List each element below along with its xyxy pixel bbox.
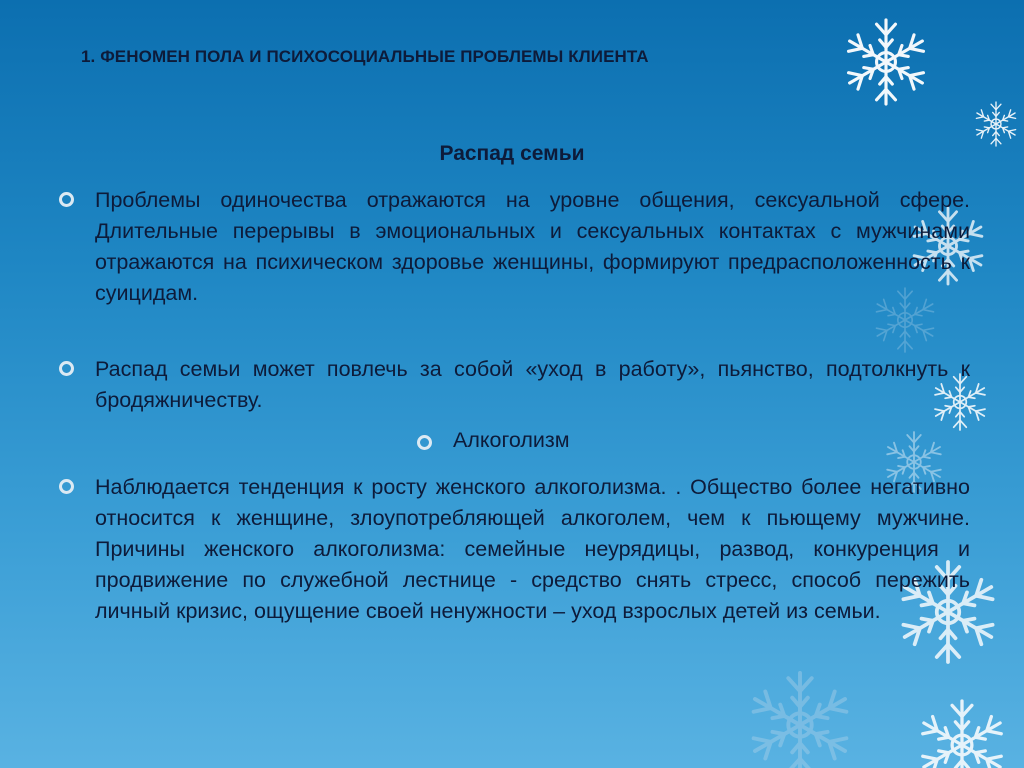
bullet-loneliness: Проблемы одиночества отражаются на уровне общения, сексуальной сфере. Длительные перерывы в эмоциональных и сексуальных контактах с мужчинами отражаются на психическом здоровье женщины, формируют предрасположенность к суицидам. (95, 188, 970, 305)
ring-bullet-icon (59, 361, 74, 376)
section-heading-alcoholism: Алкоголизм (453, 428, 570, 452)
snowflake-icon (919, 701, 1005, 768)
bullet-family-breakdown: Распад семьи может повлечь за собой «уход в работу», пьянство, подтолкнуть к бродяжничеству. (95, 357, 970, 412)
snowflake-icon (749, 673, 851, 768)
ring-bullet-icon (59, 192, 74, 207)
ring-bullet-icon (417, 435, 432, 450)
section-heading-family: Распад семьи (439, 142, 585, 165)
snowflake-icon (845, 20, 927, 104)
ring-bullet-icon (59, 479, 74, 494)
snowflake-icon (974, 102, 1017, 146)
slide-title: 1. ФЕНОМЕН ПОЛА И ПСИХОСОЦИАЛЬНЫЕ ПРОБЛЕМЫ КЛИЕНТА (81, 47, 649, 66)
bullet-alcoholism: Наблюдается тенденция к росту женского алкоголизма. . Общество более негативно относится к женщине, злоупотребляющей алкоголем, чем к пьющему мужчине. Причины женского алкоголизма: семейные неурядицы, развод, конкуренция и продвижение по служебной лестнице - средство снять стресс, способ пережить личный кризис, ощущение своей ненужности – уход взрослых детей из семьи. (95, 475, 970, 623)
